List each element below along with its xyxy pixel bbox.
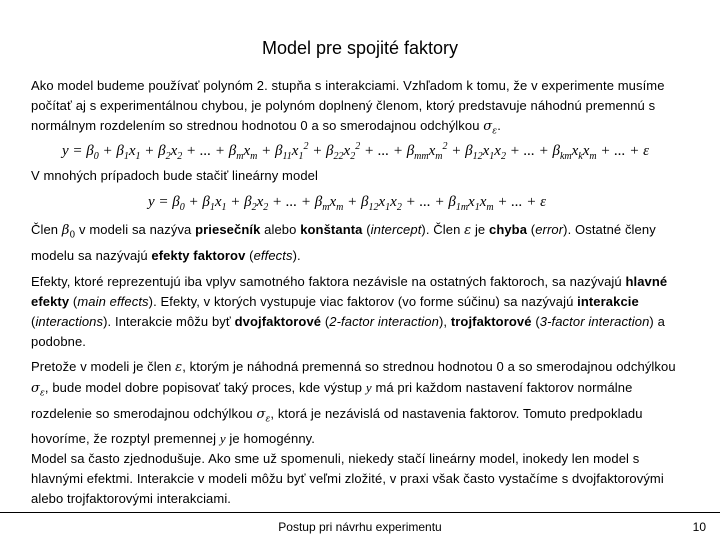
paragraph-intro-end: .	[497, 118, 501, 133]
text-fragment: má pri každom nastavení faktorov normálne rozdelenie so smerodajnou odchýlkou	[31, 380, 633, 421]
term-three-factor: trojfaktorové	[450, 314, 532, 329]
footer-divider	[0, 512, 720, 513]
term-error-en: error	[535, 222, 564, 237]
text-fragment: ). Efekty, v ktorých vystupuje viac faktorov (vo forme súčinu) sa nazývajú	[148, 294, 574, 309]
term-two-factor: dvojfaktorové	[234, 314, 322, 329]
epsilon-symbol: ε	[175, 360, 183, 375]
text-fragment: (	[535, 314, 540, 329]
term-factor-effects: efekty faktorov	[151, 247, 246, 263]
text-fragment: ),	[438, 314, 448, 329]
equation-linear: $y = \beta_0 + \beta_1x_1 + \beta_2x_2$ + ... + $\beta_mx_m + \beta_{12}x_1x_2$ + ... + $\beta_{1m}x_1x_m$ + ... + ε	[148, 194, 547, 213]
text-fragment: ). Ostatné členy modelu sa nazývajú	[31, 222, 656, 263]
page-title: Model pre spojité faktory	[261, 38, 459, 58]
equation-quadratic: $y = \beta_0 + \beta_1x_1 + \beta_2x_2$ + ... + $\beta_mx_m + \beta_{11}x_1^2 + \beta_{22}x_2^2$ + ... + $\beta_{mm}x_m^2 + \beta_{12}x_1x_2$ + ... + $\beta_{km}x_kx_m$ + ... + ε	[62, 141, 650, 162]
text-fragment: ). Interakcie môžu byť	[103, 314, 231, 329]
paragraph-intro	[31, 76, 683, 142]
footer-title: Postup pri návrhu experimentu	[278, 520, 442, 534]
term-effects-en: effects	[253, 247, 293, 263]
term-error: chyba	[488, 222, 528, 237]
term-intercept: priesečník	[195, 222, 261, 237]
text-fragment: (	[530, 222, 536, 237]
paragraph-terms	[31, 220, 683, 266]
text-fragment: , ktorým je náhodná premenná so strednou hodnotou 0 a so smerodajnou odchýlkou	[182, 359, 676, 374]
text-fragment: v modeli sa nazýva	[79, 222, 192, 237]
epsilon-symbol: ε	[464, 223, 472, 238]
variable-y: y	[219, 431, 226, 447]
text-fragment: , bude model dobre popisovať taký proces, kde výstup	[44, 380, 363, 395]
sigma-epsilon-symbol: $\sigma_\varepsilon$	[483, 119, 498, 137]
text-fragment: (	[249, 247, 254, 263]
term-intercept-en: intercept	[370, 222, 422, 237]
term-two-factor-en: 2-factor interaction	[329, 314, 439, 329]
text-fragment: alebo	[264, 222, 297, 237]
variable-y: y	[365, 380, 372, 395]
term-main-effects-en: main effects	[77, 294, 149, 309]
paragraph-linear: V mnohých prípadoch bude stačiť lineárny model	[31, 168, 318, 183]
text-fragment: , ktorá je nezávislá od nastavenia faktorov. Tomuto predpokladu hovoríme, že rozptyl premennej	[31, 405, 643, 447]
text-fragment: Pretože v modeli je člen	[31, 359, 172, 374]
text-fragment: ). Člen	[421, 222, 461, 237]
text-fragment: Efekty, ktoré reprezentujú iba vplyv samotného faktora nezávisle na ostatných faktoroch, sa nazývajú	[31, 274, 622, 289]
term-constant: konštanta	[300, 222, 363, 237]
term-interactions: interakcie	[577, 294, 639, 309]
text-fragment: ) a podobne.	[31, 314, 665, 349]
paragraph-intro-text: Ako model budeme používať polynóm 2. stupňa s interakciami. Vzhľadom k tomu, že v experimente musíme počítať aj s experimentálnou chybou, je polynóm doplnený členom, ktorý predstavuje náhodnú premennú s normálnym rozdelením so strednou hodnotou 0 a so smerodajnou odchýlkou	[31, 78, 665, 133]
term-three-factor-en: 3-factor interaction	[539, 314, 650, 329]
text-fragment: (	[72, 294, 78, 309]
page-number: 10	[692, 520, 706, 534]
sigma-epsilon-symbol: $\sigma_\varepsilon$	[31, 381, 45, 399]
text-fragment: (	[31, 314, 36, 329]
beta-zero-symbol: $\beta_0$	[61, 223, 76, 241]
term-main-effects: hlavné efekty	[31, 274, 668, 309]
sigma-epsilon-symbol: $\sigma_\varepsilon$	[256, 406, 271, 425]
text-fragment: (	[324, 314, 330, 329]
text-fragment: ).	[292, 247, 301, 263]
paragraph-simplification: Model sa často zjednodušuje. Ako sme už spomenuli, niekedy stačí lineárny model, inokedy len model s hlavnými efektmi. Interakcie v modeli môžu byť veľmi zložité, v praxi však často vystačíme s dvojfaktorovými alebo trojfaktorovými interakciami.	[31, 451, 664, 506]
paragraph-assumption	[31, 357, 683, 449]
paragraph-effects	[31, 272, 683, 352]
term-interactions-en: interactions	[35, 314, 104, 329]
text-fragment: je homogénny.	[229, 431, 316, 447]
text-fragment: Člen	[31, 222, 59, 237]
text-fragment: (	[366, 222, 371, 237]
text-fragment: je	[474, 222, 486, 237]
